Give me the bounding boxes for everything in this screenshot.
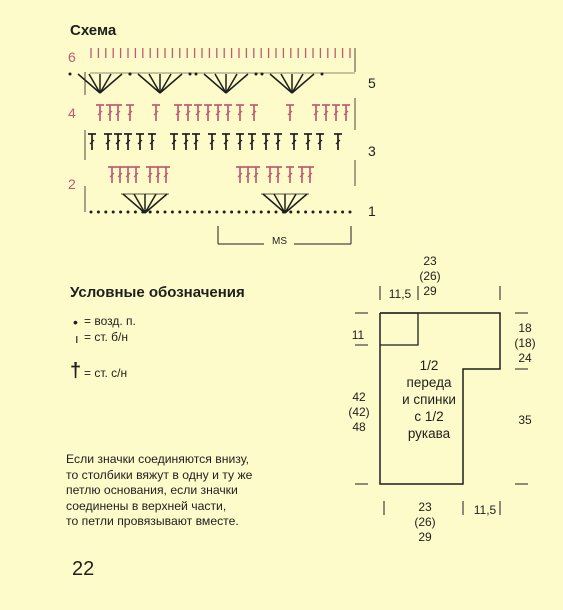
fan-stitch	[274, 194, 285, 213]
chain-dot	[186, 211, 189, 214]
chain-dot	[230, 211, 233, 214]
fan-stitch	[89, 74, 100, 93]
fan-stitch	[100, 74, 122, 93]
right-upper-height: 18 (18) 24	[514, 321, 536, 365]
chain-dot	[334, 211, 337, 214]
chain-dot	[341, 211, 344, 214]
fan-stitch	[204, 74, 226, 93]
chain-dot	[90, 211, 93, 214]
chain-dot	[97, 211, 100, 214]
row-number-4: 4	[68, 105, 76, 121]
chain-dot	[164, 211, 167, 214]
bottom-width: 23 (26) 29	[414, 500, 436, 544]
fan-stitch	[145, 194, 156, 213]
fan-stitch	[292, 74, 303, 93]
chain-dot	[208, 211, 211, 214]
chain-dot	[275, 211, 278, 214]
chain-dot	[260, 211, 263, 214]
chain-dot	[193, 211, 196, 214]
chain-dot	[127, 211, 130, 214]
note-line: то петли провязывают вместе.	[66, 514, 239, 529]
piece-label: 1/2 переда и спинки с 1/2 рукава	[402, 358, 456, 441]
legend-item-chain: = возд. п.	[84, 314, 136, 328]
note-line: то столбики вяжут в одну и ту же	[66, 467, 253, 482]
chain-dot	[349, 211, 352, 214]
chain-dot	[267, 211, 270, 214]
legend-item-single: = ст. б/н	[84, 330, 129, 344]
fan-stitch	[285, 194, 307, 213]
chain-dot	[245, 211, 248, 214]
fan-stitch	[270, 74, 292, 93]
bottom-right-width: 11,5	[473, 503, 497, 517]
right-lower-height: 35	[518, 413, 532, 427]
fan-stitch	[226, 74, 248, 93]
note-line: петлю основания, если значки	[66, 483, 238, 498]
fan-stitch	[160, 74, 182, 93]
top-width: 23 (26) 29	[419, 254, 441, 298]
row-number-1: 1	[368, 203, 376, 219]
fan-stitch	[285, 194, 296, 213]
fan-stitch	[160, 74, 171, 93]
fan-stitch	[149, 74, 160, 93]
row-number-6: 6	[68, 49, 76, 65]
chain-dot	[112, 211, 115, 214]
fan-stitch	[292, 74, 314, 93]
chain-dot	[104, 211, 107, 214]
fan-stitch	[226, 74, 237, 93]
fan-stitch	[138, 74, 160, 93]
upper-left-height: 11	[351, 328, 365, 342]
chain-dot	[289, 211, 292, 214]
chain-dot	[223, 211, 226, 214]
fan-stitch	[215, 74, 226, 93]
left-height: 42 (42) 48	[348, 390, 370, 434]
chain-dot	[319, 211, 322, 214]
note-line: соединены в верхней части,	[66, 498, 227, 513]
fan-stitch	[263, 194, 285, 213]
chain-dot	[238, 211, 241, 214]
chain-dot	[215, 211, 218, 214]
repeat-label: MS	[272, 236, 287, 247]
fan-stitch	[281, 74, 292, 93]
shoulder-width: 11,5	[388, 287, 412, 301]
chain-dot	[312, 211, 315, 214]
chain-dot	[171, 211, 174, 214]
fan-stitch	[134, 194, 145, 213]
chain-dot	[69, 73, 72, 76]
double-crochet-icon: †	[70, 360, 82, 382]
chain-dot	[201, 211, 204, 214]
chain-dot	[119, 211, 122, 214]
chain-dot	[252, 211, 255, 214]
page-number: 22	[72, 558, 95, 580]
row-number-5: 5	[368, 75, 376, 91]
chain-dot	[149, 211, 152, 214]
fan-stitch	[100, 74, 111, 93]
legend-title: Условные обозначения	[70, 284, 245, 301]
single-crochet-icon: ı	[75, 331, 79, 346]
chain-dot	[134, 211, 137, 214]
chain-dot	[156, 211, 159, 214]
explanatory-note	[66, 452, 326, 530]
fan-stitch	[78, 74, 100, 93]
chain-dot	[297, 211, 300, 214]
row-number-3: 3	[368, 143, 376, 159]
chain-dot-icon: •	[73, 314, 78, 330]
chain-dot	[304, 211, 307, 214]
fan-stitch	[123, 194, 145, 213]
fan-stitch	[145, 194, 167, 213]
legend-item-double: = ст. с/н	[84, 366, 128, 380]
note-line: Если значки соединяются внизу,	[66, 452, 249, 466]
chain-dot	[178, 211, 181, 214]
row-number-2: 2	[68, 176, 76, 192]
chain-dot	[326, 211, 329, 214]
scheme-title: Схема	[70, 22, 117, 39]
neck-cutout	[380, 313, 418, 345]
